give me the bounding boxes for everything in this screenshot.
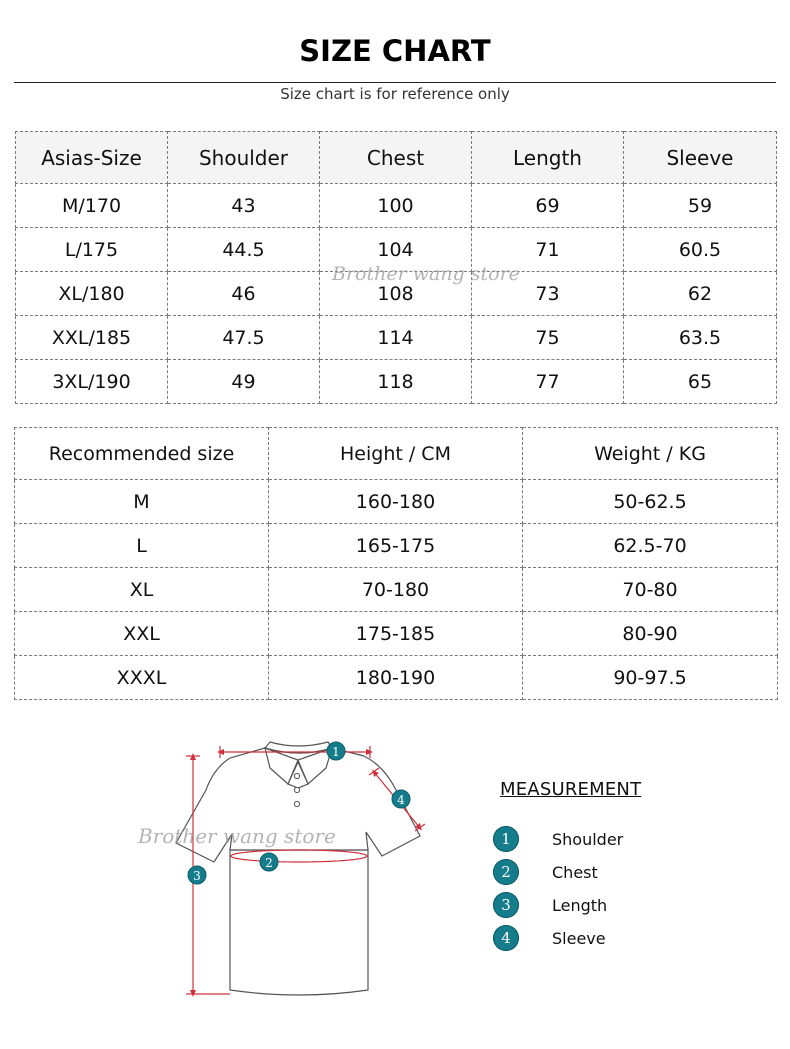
- measurement-label: Chest: [552, 863, 598, 882]
- table-cell: 47.5: [168, 316, 320, 360]
- table-cell: 63.5: [624, 316, 777, 360]
- table-cell: XXL/185: [16, 316, 168, 360]
- title-divider: [14, 82, 776, 83]
- number-badge-icon: 3: [493, 892, 519, 918]
- table-cell: 73: [472, 272, 624, 316]
- table-cell: 70-180: [269, 568, 523, 612]
- table-cell: 60.5: [624, 228, 777, 272]
- measurement-label: Sleeve: [552, 929, 606, 948]
- measurement-label: Length: [552, 896, 608, 915]
- size-table-header-row: [16, 132, 777, 184]
- placket-buttons: [294, 773, 299, 806]
- table-cell: 175-185: [269, 612, 523, 656]
- header-length: Length: [472, 132, 624, 184]
- table-cell: 90-97.5: [523, 656, 778, 700]
- table-cell: 75: [472, 316, 624, 360]
- table-cell: 108: [320, 272, 472, 316]
- page-title: SIZE CHART: [299, 34, 491, 68]
- diagram-badge-4: [392, 790, 410, 808]
- recommend-table-header-row: [15, 428, 778, 480]
- header-weight: Weight / KG: [523, 428, 778, 480]
- measurement-label: Shoulder: [552, 830, 624, 849]
- table-cell: 62.5-70: [523, 524, 778, 568]
- table-row: [15, 524, 778, 568]
- table-cell: 180-190: [269, 656, 523, 700]
- table-cell: 71: [472, 228, 624, 272]
- header-shoulder: Shoulder: [168, 132, 320, 184]
- table-cell: M: [15, 480, 269, 524]
- measurement-item-sleeve: [493, 925, 693, 953]
- table-row: [15, 656, 778, 700]
- table-row: [15, 612, 778, 656]
- svg-text:4: 4: [397, 793, 405, 807]
- svg-text:1: 1: [332, 745, 340, 759]
- diagram-badge-3: [188, 866, 206, 884]
- table-cell: 46: [168, 272, 320, 316]
- table-cell: XXXL: [15, 656, 269, 700]
- number-badge-icon: 4: [493, 925, 519, 951]
- watermark: Brother wang store: [332, 263, 520, 285]
- table-row: [16, 316, 777, 360]
- table-cell: XL: [15, 568, 269, 612]
- watermark: Brother wang store: [138, 824, 336, 848]
- header-chest: Chest: [320, 132, 472, 184]
- header-height: Height / CM: [269, 428, 523, 480]
- table-cell: 65: [624, 360, 777, 404]
- diagram-badge-1: [327, 742, 345, 760]
- header-recommended-size: Recommended size: [15, 428, 269, 480]
- table-cell: XXL: [15, 612, 269, 656]
- recommended-size-table: [14, 427, 778, 700]
- table-cell: 114: [320, 316, 472, 360]
- table-cell: 50-62.5: [523, 480, 778, 524]
- table-cell: 44.5: [168, 228, 320, 272]
- table-cell: XL/180: [16, 272, 168, 316]
- number-badge-icon: 1: [493, 826, 519, 852]
- measurement-item-shoulder: [493, 826, 693, 854]
- measurement-title: MEASUREMENT: [500, 779, 642, 800]
- table-cell: 80-90: [523, 612, 778, 656]
- table-row: [16, 184, 777, 228]
- number-badge-icon: 2: [493, 859, 519, 885]
- page-subtitle: Size chart is for reference only: [280, 85, 510, 103]
- table-cell: 59: [624, 184, 777, 228]
- table-cell: 43: [168, 184, 320, 228]
- table-cell: 100: [320, 184, 472, 228]
- table-cell: 3XL/190: [16, 360, 168, 404]
- table-row: [15, 480, 778, 524]
- svg-text:2: 2: [265, 856, 273, 870]
- diagram-badge-2: [260, 853, 278, 871]
- table-cell: L/175: [16, 228, 168, 272]
- header-sleeve: Sleeve: [624, 132, 777, 184]
- svg-text:3: 3: [193, 869, 201, 883]
- table-row: [16, 360, 777, 404]
- measurement-item-chest: [493, 859, 693, 887]
- table-cell: 77: [472, 360, 624, 404]
- table-cell: 118: [320, 360, 472, 404]
- table-cell: L: [15, 524, 269, 568]
- table-cell: 70-80: [523, 568, 778, 612]
- polo-shirt-diagram: [170, 728, 440, 1008]
- table-cell: 69: [472, 184, 624, 228]
- table-cell: 104: [320, 228, 472, 272]
- table-cell: 165-175: [269, 524, 523, 568]
- measurement-item-length: [493, 892, 693, 920]
- table-cell: 160-180: [269, 480, 523, 524]
- table-cell: M/170: [16, 184, 168, 228]
- table-row: [15, 568, 778, 612]
- header-asias-size: Asias-Size: [16, 132, 168, 184]
- shirt-outline: [176, 742, 420, 995]
- table-cell: 49: [168, 360, 320, 404]
- table-cell: 62: [624, 272, 777, 316]
